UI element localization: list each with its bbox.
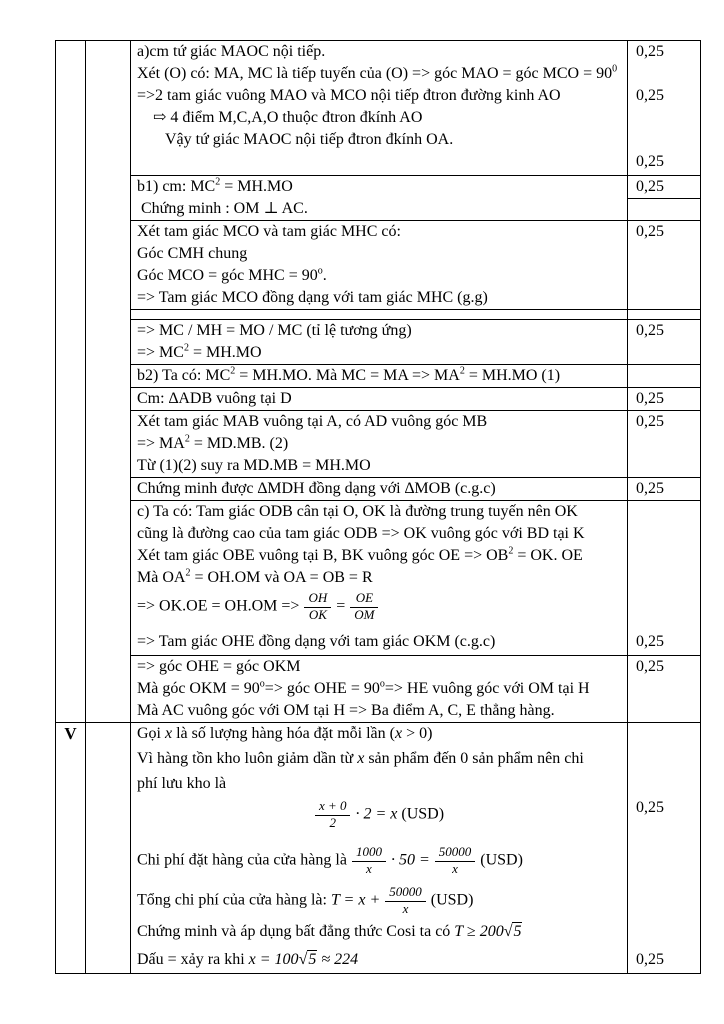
content-cell [131, 545, 628, 567]
question-number-cell [56, 387, 86, 410]
score-cell [628, 433, 700, 455]
text-run: = MH.MO [220, 178, 293, 195]
content-cell [131, 410, 628, 433]
sub-number-cell [86, 265, 131, 287]
score-cell [628, 500, 700, 523]
score-cell [628, 949, 700, 973]
question-number-cell [56, 319, 86, 342]
sub-number-cell [86, 287, 131, 309]
text-run: Xét tam giác MCO và tam giác MHC có: [137, 223, 401, 240]
text-run: Chi phí đặt hàng của cửa hàng là [137, 851, 351, 869]
sub-number-cell [86, 567, 131, 589]
text-run: => HE vuông góc với OM tại H [384, 680, 590, 697]
content-cell [131, 342, 628, 364]
math-run: x [357, 750, 365, 767]
superscript: o [379, 678, 385, 690]
fraction-numerator: OE [350, 591, 378, 608]
content-cell [131, 309, 628, 319]
content-cell [131, 797, 628, 843]
radicand: 5 [513, 923, 522, 940]
math-run: T = x + [330, 891, 385, 909]
content-cell [131, 589, 628, 631]
fraction-numerator: 50000 [385, 885, 426, 902]
sub-number-cell [86, 63, 131, 85]
score-value: 0,25 [636, 633, 664, 650]
sub-number-cell [86, 410, 131, 433]
text-run: (USD) [397, 805, 445, 823]
sub-number-cell [86, 387, 131, 410]
text-run: Gọi [137, 725, 165, 742]
question-number-cell [56, 433, 86, 455]
sub-number-cell [86, 949, 131, 973]
text-run: > 0) [402, 725, 433, 742]
sub-number-cell [86, 797, 131, 843]
question-number-cell [56, 589, 86, 631]
content-cell [131, 198, 628, 220]
question-number-cell [56, 773, 86, 797]
text-run: => góc OHE = góc OKM [137, 658, 301, 675]
sub-number-cell [86, 921, 131, 949]
text-run: (USD) [426, 891, 474, 909]
radicand: 5 [308, 951, 317, 968]
text-run: a)cm tứ giác MAOC nội tiếp. [137, 43, 326, 60]
text-run: Chứng minh được ∆MDH đồng dạng với ∆MOB (c.g.c) [137, 480, 496, 497]
content-cell [131, 129, 628, 151]
question-number-cell [56, 631, 86, 655]
score-cell [628, 342, 700, 364]
text-run: = [332, 597, 350, 615]
question-number-cell [56, 748, 86, 773]
superscript: 2 [508, 545, 514, 557]
fraction-denominator: OK [308, 606, 327, 622]
score-cell [628, 364, 700, 387]
question-number-cell [56, 523, 86, 545]
sub-number-cell [86, 243, 131, 265]
score-cell [628, 455, 700, 477]
sub-number-cell [86, 433, 131, 455]
superscript: o [317, 265, 323, 277]
content-cell [131, 567, 628, 589]
content-cell [131, 455, 628, 477]
sub-number-cell [86, 41, 131, 63]
score-cell [628, 477, 700, 500]
superscript: o [259, 678, 265, 690]
math-run: ≈ 224 [317, 951, 359, 968]
question-number-cell [56, 921, 86, 949]
sub-number-cell [86, 319, 131, 342]
content-cell [131, 678, 628, 700]
content-cell [131, 722, 628, 748]
score-cell [628, 773, 700, 797]
score-cell [628, 545, 700, 567]
content-cell [131, 265, 628, 287]
score-cell [628, 921, 700, 949]
score-value: 0,25 [636, 43, 664, 60]
text-run: Chứng minh và áp dụng bất đẳng thức Cosi ta có [137, 923, 455, 940]
question-number-cell [56, 410, 86, 433]
content-cell [131, 921, 628, 949]
sub-number-cell [86, 309, 131, 319]
sub-number-cell [86, 655, 131, 678]
score-value: 0,25 [636, 480, 664, 497]
score-cell [628, 722, 700, 748]
question-number-cell [56, 175, 86, 198]
content-cell [131, 220, 628, 243]
text-run: Góc MCO = góc MHC = 90 [137, 267, 318, 284]
sub-number-cell [86, 748, 131, 773]
content-cell [131, 41, 628, 63]
superscript: 2 [184, 433, 190, 445]
superscript: 0 [612, 63, 618, 75]
sub-number-cell [86, 500, 131, 523]
question-number-cell [56, 700, 86, 722]
text-run: Xét (O) có: MA, MC là tiếp tuyến của (O) => góc MAO = góc MCO = 90 [137, 65, 613, 82]
question-number-cell [56, 364, 86, 387]
fraction [304, 591, 331, 623]
score-cell [628, 843, 700, 883]
question-number-cell [56, 545, 86, 567]
question-number-cell [56, 63, 86, 85]
fraction [350, 591, 378, 623]
sub-number-cell [86, 220, 131, 243]
sub-number-cell [86, 151, 131, 175]
fraction-denominator: x [366, 860, 372, 876]
score-cell [628, 175, 700, 198]
question-number-cell [56, 309, 86, 319]
score-cell [628, 567, 700, 589]
question-number-cell [56, 85, 86, 107]
score-cell [628, 265, 700, 287]
score-cell [628, 220, 700, 243]
question-number-cell [56, 500, 86, 523]
text-run: Xét tam giác OBE vuông tại B, BK vuông góc OE => OB [137, 547, 509, 564]
question-number-cell [56, 455, 86, 477]
score-cell [628, 700, 700, 722]
content-cell [131, 631, 628, 655]
sub-number-cell [86, 773, 131, 797]
question-number-cell [56, 477, 86, 500]
question-number-cell [56, 243, 86, 265]
text-run: => Tam giác OHE đồng dạng với tam giác OKM (c.g.c) [137, 633, 496, 650]
score-value: 0,25 [636, 799, 664, 816]
math-run: · 50 = [386, 851, 434, 869]
content-cell [131, 523, 628, 545]
text-run: sản phẩm đến 0 sản phẩm nên chi [364, 750, 584, 767]
content-cell [131, 500, 628, 523]
text-run: => MC [137, 344, 184, 361]
score-cell [628, 41, 700, 63]
text-run: = MH.MO (1) [464, 367, 561, 384]
question-number: V [64, 724, 77, 743]
text-run: Góc CMH chung [137, 245, 248, 262]
fraction-denominator: 2 [329, 814, 336, 830]
sub-number-cell [86, 631, 131, 655]
text-run: =>2 tam giác vuông MAO và MCO nội tiếp đtron đường kinh AO [137, 87, 561, 104]
question-number-cell [56, 678, 86, 700]
score-cell [628, 85, 700, 107]
question-number-cell [56, 342, 86, 364]
fraction [385, 885, 426, 917]
text-run: = MH.MO [188, 344, 262, 361]
content-cell [131, 843, 628, 883]
text-run: => OK.OE = OH.OM => [137, 597, 304, 615]
question-number-cell [56, 797, 86, 843]
sub-number-cell [86, 883, 131, 921]
sub-number-cell [86, 364, 131, 387]
sub-number-cell [86, 589, 131, 631]
content-cell [131, 433, 628, 455]
fraction-denominator: OM [354, 606, 375, 622]
radical-sign: √ [298, 951, 308, 968]
text-run: . [322, 267, 327, 284]
fraction-denominator: x [402, 900, 409, 916]
content-cell [131, 175, 628, 198]
text-run: Vì hàng tồn kho luôn giảm dần từ [137, 750, 358, 767]
content-cell [131, 63, 628, 85]
text-run: c) Ta có: Tam giác ODB cân tại O, OK là đường trung tuyến nên OK [137, 503, 578, 520]
sub-number-cell [86, 455, 131, 477]
score-cell [628, 589, 700, 631]
sub-number-cell [86, 342, 131, 364]
text-run: = MD.MB. (2) [189, 435, 289, 452]
sub-number-cell [86, 678, 131, 700]
content-cell [131, 287, 628, 309]
score-cell [628, 797, 700, 843]
fraction [435, 845, 476, 877]
text-run: => góc OHE = 90 [264, 680, 380, 697]
text-run: cũng là đường cao của tam giác ODB => OK vuông góc với BD tại K [137, 525, 585, 542]
question-number-cell [56, 198, 86, 220]
question-number-cell [56, 151, 86, 175]
text-run: phí lưu kho là [137, 775, 227, 792]
text-run: Mà AC vuông góc với OM tại H => Ba điểm A, C, E thẳng hàng. [137, 702, 555, 719]
score-value: 0,25 [636, 153, 664, 170]
content-cell [131, 700, 628, 722]
text-run: Cm: ∆ADB vuông tại D [137, 390, 292, 407]
score-cell [628, 107, 700, 129]
sub-number-cell [86, 722, 131, 748]
content-cell [131, 883, 628, 921]
score-cell [628, 678, 700, 700]
content-cell [131, 107, 628, 129]
text-run: Xét tam giác MAB vuông tại A, có AD vuông góc MB [137, 413, 488, 430]
fraction [352, 845, 386, 877]
content-cell [131, 85, 628, 107]
content-cell [131, 319, 628, 342]
fraction-denominator: x [452, 860, 458, 876]
question-number-cell [56, 220, 86, 243]
math-run: x [394, 725, 403, 742]
score-value: 0,25 [636, 390, 664, 407]
text-run: b2) Ta có: MC [137, 367, 231, 384]
score-cell [628, 523, 700, 545]
score-cell [628, 319, 700, 342]
score-value: 0,25 [636, 223, 664, 240]
sub-number-cell [86, 477, 131, 500]
question-number-cell [56, 129, 86, 151]
sub-number-cell [86, 843, 131, 883]
text-run: Mà OA [137, 569, 186, 586]
text-run: (USD) [476, 851, 523, 869]
question-number-cell [56, 722, 86, 748]
text-run: = OH.OM và OA = OB = R [190, 569, 373, 586]
square-root [299, 950, 318, 968]
question-number-cell [56, 655, 86, 678]
text-run: Từ (1)(2) suy ra MD.MB = MH.MO [137, 457, 371, 474]
sub-number-cell [86, 129, 131, 151]
content-cell [131, 655, 628, 678]
content-cell [131, 949, 628, 973]
content-cell [131, 151, 628, 175]
score-cell [628, 243, 700, 265]
fraction-numerator: 1000 [352, 845, 386, 862]
superscript: 2 [215, 176, 221, 188]
fraction-numerator: OH [304, 591, 331, 608]
text-run: = MH.MO. Mà MC = MA => MA [235, 367, 460, 384]
text-run: => MC / MH = MO / MC (tỉ lệ tương ứng) [137, 322, 412, 339]
content-cell [131, 477, 628, 500]
text-run: b1) cm: MC [137, 178, 216, 195]
score-value: 0,25 [636, 413, 664, 430]
score-value: 0,25 [636, 322, 664, 339]
text-run: Tổng chi phí của cửa hàng là: [137, 891, 331, 909]
score-value: 0,25 [636, 178, 664, 195]
fraction-numerator: 50000 [435, 845, 476, 862]
score-cell [628, 883, 700, 921]
question-number-cell [56, 265, 86, 287]
score-cell [628, 387, 700, 410]
question-number-cell [56, 567, 86, 589]
question-number-cell [56, 843, 86, 883]
score-cell [628, 410, 700, 433]
score-cell [628, 287, 700, 309]
content-cell [131, 243, 628, 265]
text-run: ⇨ 4 điểm M,C,A,O thuộc đtron đkính AO [153, 109, 423, 126]
score-cell [628, 151, 700, 175]
question-number-cell [56, 883, 86, 921]
sub-number-cell [86, 175, 131, 198]
sub-number-cell [86, 198, 131, 220]
superscript: 2 [459, 365, 465, 377]
score-value: 0,25 [636, 658, 664, 675]
text-run: Vậy tứ giác MAOC nội tiếp đtron đkính OA. [165, 131, 454, 148]
score-cell [628, 198, 700, 220]
fraction [315, 799, 351, 831]
content-cell [131, 773, 628, 797]
text-run: Dấu = xảy ra khi [137, 951, 249, 968]
sub-number-cell [86, 85, 131, 107]
math-run: T ≥ 200 [454, 923, 504, 940]
score-cell [628, 748, 700, 773]
superscript: 2 [185, 567, 191, 579]
content-cell [131, 387, 628, 410]
math-run: · 2 = x [351, 805, 398, 823]
square-root [504, 922, 523, 940]
text-run: Mà góc OKM = 90 [137, 680, 260, 697]
sub-number-cell [86, 545, 131, 567]
score-cell [628, 309, 700, 319]
score-cell [628, 631, 700, 655]
question-number-cell [56, 949, 86, 973]
content-cell [131, 748, 628, 773]
question-number-cell [56, 107, 86, 129]
score-cell [628, 655, 700, 678]
text-run: = OK. OE [513, 547, 583, 564]
sub-number-cell [86, 523, 131, 545]
content-cell [131, 364, 628, 387]
text-run: Chứng minh : OM ⊥ AC. [141, 200, 308, 217]
text-run: là số lượng hàng hóa đặt mỗi lần ( [172, 725, 395, 742]
superscript: 2 [183, 342, 189, 354]
superscript: 2 [230, 365, 236, 377]
sub-number-cell [86, 700, 131, 722]
question-number-cell [56, 287, 86, 309]
text-run: => MA [137, 435, 185, 452]
text-run: => Tam giác MCO đồng dạng với tam giác MHC (g.g) [137, 289, 488, 306]
score-cell [628, 129, 700, 151]
fraction-numerator: x + 0 [315, 799, 351, 816]
score-cell [628, 63, 700, 85]
radical-sign: √ [503, 923, 513, 940]
answer-table [55, 40, 701, 974]
score-value: 0,25 [636, 951, 664, 968]
math-run: x = 100 [248, 951, 299, 968]
score-value: 0,25 [636, 87, 664, 104]
question-number-cell [56, 41, 86, 63]
math-run: x [165, 725, 173, 742]
sub-number-cell [86, 107, 131, 129]
